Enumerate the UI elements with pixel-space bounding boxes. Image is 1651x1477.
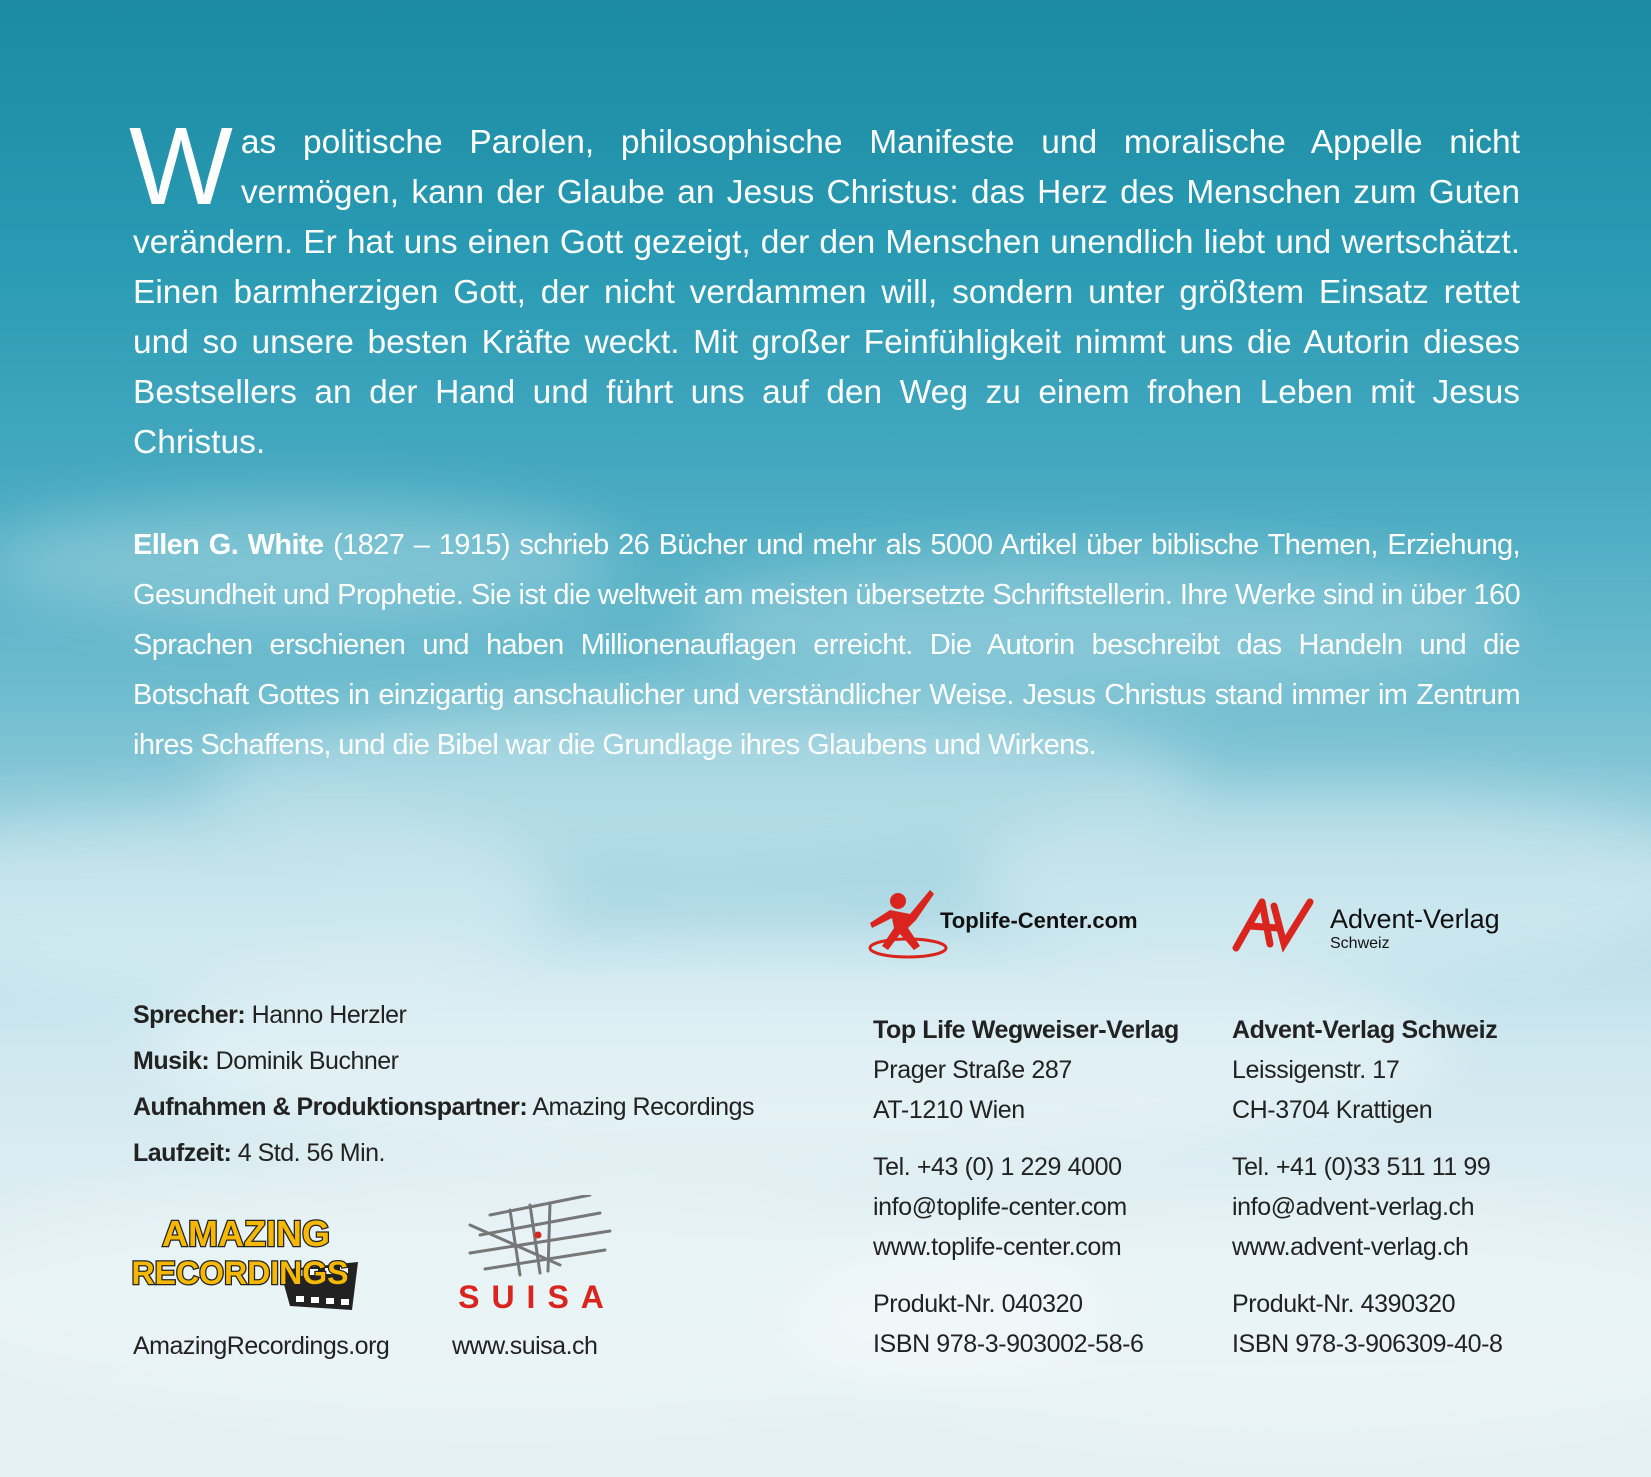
publisher-name: Top Life Wegweiser-Verlag <box>873 1016 1179 1044</box>
suisa-logo-text: SUISA <box>458 1279 616 1315</box>
credits-block <box>133 992 754 1176</box>
publisher-street: Prager Straße 287 <box>873 1056 1072 1084</box>
amazing-url: AmazingRecordings.org <box>133 1332 390 1360</box>
publisher-street: Leissigenstr. 17 <box>1232 1056 1400 1084</box>
publisher-city: CH-3704 Krattigen <box>1232 1096 1433 1124</box>
toplife-logo-text: Toplife-Center.com <box>940 908 1138 933</box>
credit-label: Musik: <box>133 1047 210 1075</box>
author-name: Ellen G. White <box>133 529 324 561</box>
publisher-email: info@toplife-center.com <box>873 1193 1127 1221</box>
advent-verlag-logo <box>1232 896 1512 966</box>
publisher-isbn: ISBN 978-3-903002-58-6 <box>873 1330 1144 1358</box>
publisher-product-nr: Produkt-Nr. 4390320 <box>1232 1290 1456 1318</box>
suisa-url: www.suisa.ch <box>452 1332 598 1360</box>
credit-label: Sprecher: <box>133 1001 246 1029</box>
advent-av-icon <box>1236 902 1310 948</box>
bio-text: (1827 – 1915) schrieb 26 Bücher und mehr als 5000 Artikel über biblische Themen, Erziehung, Gesundheit und Prophetie. Sie ist die weltweit am meisten übersetzte Schriftstellerin. Ihre Werke sind in über 160 Sprachen erschienen und haben Millionenauflagen erreicht. Die Autorin beschreibt das Handeln und die Botschaft Gottes in einzigartig anschaulicher und verständlicher Weise. Jesus Christus stand immer im Zentrum ihres Schaffens, und die Bibel war die Grundlage ihres Glaubens und Wirkens. <box>133 529 1521 761</box>
credit-line <box>133 1084 754 1130</box>
drop-cap: W <box>129 105 233 228</box>
credit-line <box>133 1038 754 1084</box>
publisher-tel: Tel. +43 (0) 1 229 4000 <box>873 1153 1122 1181</box>
publisher-toplife <box>873 1010 1179 1364</box>
description-text: as politische Parolen, philosophische Manifeste und moralische Appelle nicht vermögen, kann der Glaube an Jesus Christus: das Herz des Menschen zum Guten verändern. Er hat uns einen Gott gezeigt, der den Menschen unendlich liebt und wertschätzt. Einen barmherzigen Gott, der nicht verdammen will, sondern unter größtem Einsatz rettet und so unsere besten Kräfte weckt. Mit großer Feinfühligkeit nimmt uns die Autorin dieses Bestsellers an der Hand und führt uns auf den Weg zu einem frohen Leben mit Jesus Christus. <box>133 124 1520 461</box>
publisher-isbn: ISBN 978-3-906309-40-8 <box>1232 1330 1503 1358</box>
description-paragraph <box>129 105 1520 468</box>
publisher-tel: Tel. +41 (0)33 511 11 99 <box>1232 1153 1491 1181</box>
amazing-logo-line2: RECORDINGS <box>131 1255 349 1291</box>
publisher-advent <box>1232 1010 1503 1364</box>
credit-label: Aufnahmen & Produktionspartner: <box>133 1093 528 1121</box>
credit-value: Dominik Buchner <box>209 1047 399 1075</box>
toplife-center-logo <box>868 888 1138 964</box>
credit-value: 4 Std. 56 Min. <box>231 1139 385 1167</box>
amazing-recordings-logo <box>130 1210 362 1316</box>
publisher-web: www.toplife-center.com <box>873 1233 1122 1261</box>
credit-line <box>133 992 754 1038</box>
author-bio <box>133 520 1520 770</box>
credit-line <box>133 1130 754 1176</box>
credit-label: Laufzeit: <box>133 1139 232 1167</box>
advent-logo-sub: Schweiz <box>1330 935 1390 952</box>
publisher-city: AT-1210 Wien <box>873 1096 1025 1124</box>
publisher-web: www.advent-verlag.ch <box>1232 1233 1469 1261</box>
credit-value: Hanno Herzler <box>245 1001 407 1029</box>
amazing-logo-line1: AMAZING <box>162 1213 330 1254</box>
publisher-name: Advent-Verlag Schweiz <box>1232 1016 1498 1044</box>
credit-value: Amazing Recordings <box>527 1093 754 1121</box>
publisher-product-nr: Produkt-Nr. 040320 <box>873 1290 1083 1318</box>
advent-logo-name: Advent-Verlag <box>1330 904 1500 934</box>
suisa-logo <box>450 1195 625 1315</box>
publisher-email: info@advent-verlag.ch <box>1232 1193 1475 1221</box>
